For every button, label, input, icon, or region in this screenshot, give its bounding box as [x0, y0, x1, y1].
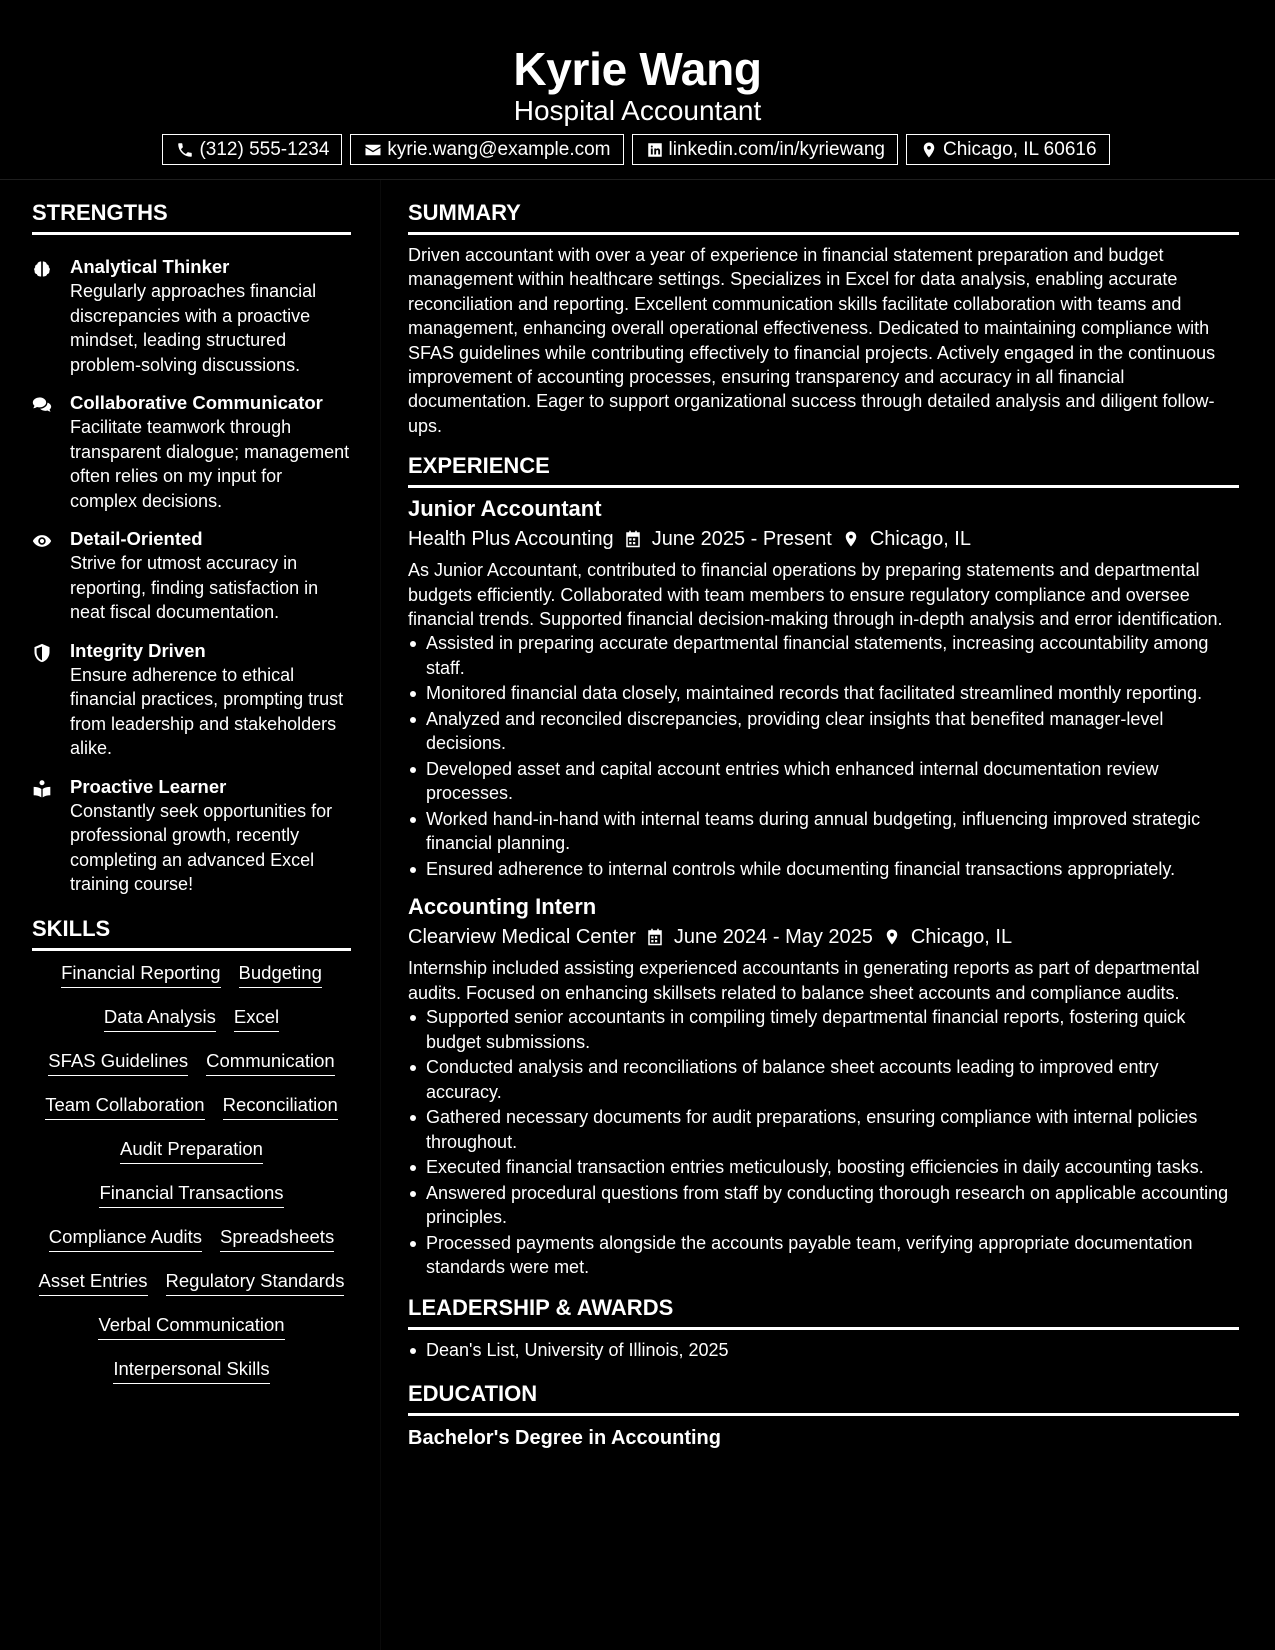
- strength-item: [32, 775, 351, 897]
- contact-email[interactable]: [350, 134, 623, 165]
- summary-text: Driven accountant with over a year of experience in financial statement preparation and budget management within healthcare settings. Specializes in Excel for data analysis, enabling accurate reconciliation and reporting. Excellent communication skills facilitate collaboration with teams and management, enhancing overall operational effectiveness. Dedicated to maintaining compliance with SFAS guidelines while contributing effectively to financial projects. Actively engaged in the continuous improvement of accounting processes, ensuring transparency and accuracy in all financial documentation. Eager to support organizational success through detailed analysis and diligent follow-ups.: [408, 245, 1216, 436]
- location-pin-icon: [883, 927, 901, 947]
- strength-desc: Facilitate teamwork through transparent dialogue; management often relies on my input for complex decisions.: [70, 417, 350, 511]
- job-meta: [408, 524, 1239, 554]
- skill-tag: Reconciliation: [223, 1093, 338, 1120]
- strength-title: Proactive Learner: [70, 775, 227, 797]
- job-bullet: Assisted in preparing accurate departmental financial statements, increasing accountability among staff.: [408, 631, 1239, 680]
- job-role: Junior Accountant: [408, 496, 602, 522]
- skill-tag: Team Collaboration: [45, 1093, 204, 1120]
- skill-tag: Communication: [206, 1049, 335, 1076]
- skills-heading: SKILLS: [32, 915, 351, 951]
- contact-phone[interactable]: [162, 134, 342, 165]
- strength-desc: Regularly approaches financial discrepancies with a proactive mindset, leading structured problem-solving discussions.: [70, 281, 317, 375]
- envelope-icon: [364, 141, 382, 159]
- education-heading: EDUCATION: [408, 1380, 1239, 1416]
- degree-title: Bachelor's Degree in Accounting: [408, 1427, 721, 1450]
- skill-tag: Audit Preparation: [120, 1137, 263, 1164]
- leadership-heading: LEADERSHIP & AWARDS: [408, 1294, 1239, 1330]
- contact-bar: [0, 134, 1275, 165]
- location-pin-icon: [842, 529, 860, 549]
- job-role: Accounting Intern: [408, 894, 597, 920]
- skill-tag: Compliance Audits: [49, 1225, 202, 1252]
- skill-tag: SFAS Guidelines: [48, 1049, 188, 1076]
- contact-linkedin-text: linkedin.com/in/kyriewang: [668, 138, 885, 160]
- strengths-heading: STRENGTHS: [32, 199, 351, 235]
- job-bullet: Processed payments alongside the accounts payable team, verifying appropriate documentation standards were met.: [408, 1231, 1239, 1280]
- job-entry: [408, 494, 1239, 881]
- job-company: Health Plus Accounting: [408, 528, 614, 551]
- job-bullets: [408, 631, 1239, 881]
- skill-tag: Verbal Communication: [98, 1313, 284, 1340]
- job-bullet: Analyzed and reconciled discrepancies, providing clear insights that benefited manager-level decisions.: [408, 707, 1239, 756]
- job-description: Internship included assisting experienced accountants in generating reports as part of departmental audits. Focused on enhancing skillsets related to balance sheet accounts and compliance audits.: [408, 958, 1200, 1003]
- job-bullet: Worked hand-in-hand with internal teams during annual budgeting, influencing improved strategic financial planning.: [408, 807, 1239, 856]
- job-dates: June 2025 - Present: [651, 528, 832, 551]
- skill-tag: Financial Reporting: [61, 961, 220, 988]
- resume-header: [0, 0, 1275, 180]
- right-column: [408, 180, 1239, 1452]
- shield-icon: [32, 643, 52, 663]
- skills-list: [32, 961, 351, 1401]
- job-entry: [408, 892, 1239, 1279]
- skill-tag: Asset Entries: [39, 1269, 148, 1296]
- job-location: Chicago, IL: [869, 528, 971, 551]
- job-location: Chicago, IL: [910, 926, 1013, 949]
- job-title: Hospital Accountant: [513, 95, 762, 126]
- reader-icon: [32, 779, 52, 799]
- award-item: Dean's List, University of Illinois, 2025: [408, 1338, 1239, 1362]
- job-bullet: Conducted analysis and reconciliations of balance sheet accounts leading to improved entry accuracy.: [408, 1055, 1239, 1104]
- left-column: [32, 180, 351, 1401]
- skill-tag: Interpersonal Skills: [113, 1357, 269, 1384]
- location-pin-icon: [920, 141, 938, 159]
- job-description: As Junior Accountant, contributed to financial operations by preparing statements and departmental budgets efficiently. Collaborated with team members to ensure regulatory compliance and oversee financial trends. Supported financial decision-making through in-depth analysis and error identification.: [408, 560, 1223, 630]
- strength-desc: Strive for utmost accuracy in reporting, finding satisfaction in neat fiscal documentation.: [70, 553, 319, 622]
- strengths-list: [32, 255, 351, 897]
- skill-tag: Spreadsheets: [220, 1225, 334, 1252]
- linkedin-icon: [646, 141, 664, 159]
- job-bullet: Developed asset and capital account entries which enhanced internal documentation review processes.: [408, 757, 1239, 806]
- eye-icon: [32, 531, 52, 551]
- leadership-list: [408, 1338, 1239, 1362]
- job-bullet: Gathered necessary documents for audit preparations, ensuring compliance with internal policies throughout.: [408, 1105, 1239, 1154]
- job-bullets: [408, 1005, 1239, 1279]
- job-bullet: Ensured adherence to internal controls while documenting financial transactions appropriately.: [408, 857, 1239, 881]
- column-divider: [380, 180, 381, 1650]
- job-bullet: Supported senior accountants in compiling timely departmental financial reports, fostering quick budget submissions.: [408, 1005, 1239, 1054]
- comments-icon: [32, 395, 52, 415]
- skill-tag: Budgeting: [239, 961, 322, 988]
- job-bullet: Monitored financial data closely, maintained records that facilitated streamlined monthly reporting.: [408, 681, 1239, 705]
- job-bullet: Answered procedural questions from staff by conducting thorough research on applicable accounting principles.: [408, 1181, 1239, 1230]
- contact-phone-text: (312) 555-1234: [199, 138, 330, 160]
- job-meta: [408, 922, 1239, 952]
- skill-tag: Data Analysis: [104, 1005, 216, 1032]
- phone-icon: [176, 141, 194, 159]
- job-dates: June 2024 - May 2025: [673, 926, 873, 949]
- strength-title: Collaborative Communicator: [70, 392, 323, 413]
- strength-desc: Constantly seek opportunities for professional growth, recently completing an advanced Excel training course!: [70, 800, 333, 894]
- contact-location: [906, 134, 1110, 165]
- strength-item: [32, 527, 351, 625]
- skill-tag: Financial Transactions: [99, 1181, 283, 1208]
- strength-title: Analytical Thinker: [70, 256, 230, 277]
- summary-heading: SUMMARY: [408, 199, 1239, 235]
- calendar-icon: [624, 529, 642, 549]
- contact-linkedin[interactable]: [632, 134, 899, 165]
- calendar-icon: [646, 927, 664, 947]
- brain-icon: [32, 259, 52, 279]
- strength-item: [32, 391, 351, 513]
- contact-location-text: Chicago, IL 60616: [943, 138, 1097, 160]
- job-bullet: Executed financial transaction entries meticulously, boosting efficiencies in daily accounting tasks.: [408, 1155, 1239, 1179]
- job-company: Clearview Medical Center: [408, 926, 636, 949]
- contact-email-text: kyrie.wang@example.com: [387, 138, 611, 160]
- strength-item: [32, 255, 351, 377]
- skill-tag: Excel: [234, 1005, 279, 1032]
- experience-heading: EXPERIENCE: [408, 452, 1239, 488]
- strength-item: [32, 639, 351, 761]
- strength-title: Detail-Oriented: [70, 528, 203, 549]
- strength-desc: Ensure adherence to ethical financial practices, prompting trust from leadership and stakeholders alike.: [70, 664, 344, 758]
- person-name: Kyrie Wang: [513, 43, 762, 95]
- strength-title: Integrity Driven: [70, 639, 206, 661]
- skill-tag: Regulatory Standards: [166, 1269, 345, 1296]
